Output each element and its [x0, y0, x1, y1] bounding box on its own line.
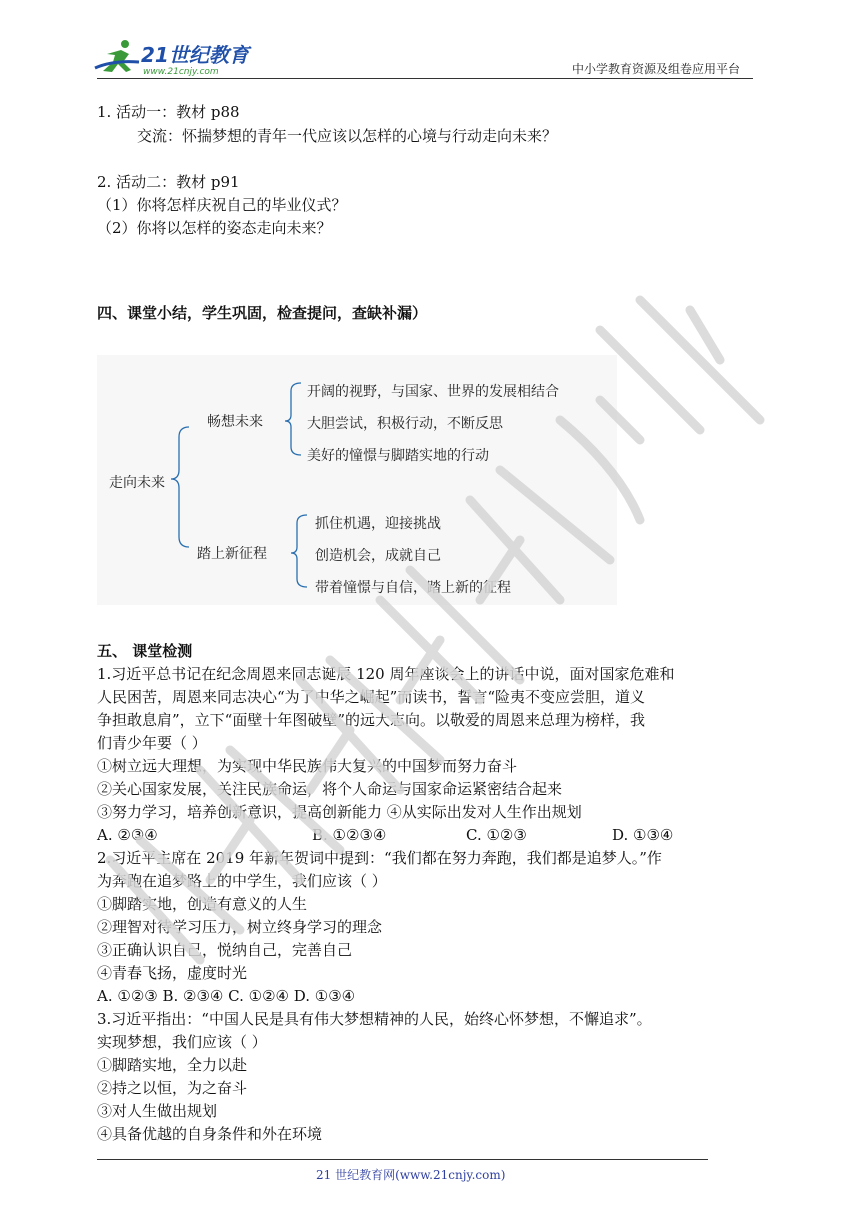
header-divider [97, 78, 753, 79]
mind-map-branch-1-item: 美好的憧憬与脚踏实地的行动 [307, 448, 489, 464]
question-1-option: ①树立远大理想，为实现中华民族伟大复兴的中国梦而努力奋斗 [97, 757, 518, 775]
activity-2-question-1: （1）你将怎样庆祝自己的毕业仪式？ [97, 196, 347, 214]
logo-url: www.21cnjy.com [143, 67, 219, 77]
mind-map-branch-1: 畅想未来 [207, 414, 263, 430]
question-3-line: 实现梦想，我们应该（ ） [97, 1033, 267, 1051]
question-2-line: 2.习近平主席在 2019 年新年贺词中提到：“我们都在努力奔跑，我们都是追梦人。”作 [97, 849, 662, 867]
header-platform-text: 中小学教育资源及组卷应用平台 [572, 62, 741, 76]
question-3-option: ④具备优越的自身条件和外在环境 [97, 1125, 323, 1143]
activity-1-question: 交流：怀揣梦想的青年一代应该以怎样的心境与行动走向未来？ [137, 127, 558, 145]
mind-map-branch-1-item: 大胆尝试，积极行动，不断反思 [307, 416, 503, 432]
question-1-choice-c: C. ①②③ [466, 826, 527, 844]
question-3-line: 3.习近平指出：“中国人民是具有伟大梦想精神的人民，始终心怀梦想，不懈追求”。 [97, 1010, 652, 1028]
question-1-line: 人民困苦，周恩来同志决心“为了中华之崛起”而读书，誓言“险夷不变应尝胆，道义 [97, 688, 646, 706]
runner-icon [95, 40, 139, 72]
footer-text: 21 世纪教育网(www.21cnjy.com) [316, 1168, 506, 1182]
question-1-line: 1.习近平总书记在纪念周恩来同志诞辰 120 周年座谈会上的讲话中说，面对国家危难和 [97, 665, 675, 683]
question-3-option: ②持之以恒，为之奋斗 [97, 1079, 248, 1097]
question-2-option: ④青春飞扬，虚度时光 [97, 964, 248, 982]
footer-divider [97, 1159, 708, 1160]
activity-1-title: 1. 活动一：教材 p88 [97, 103, 240, 121]
question-2-line: 为奔跑在追梦路上的中学生，我们应该（ ） [97, 872, 387, 890]
section-5-title: 五、 课堂检测 [97, 642, 193, 660]
logo [93, 38, 263, 78]
section-4-title: 四、课堂小结，学生巩固，检查提问，查缺补漏） [97, 304, 428, 322]
mind-map-branch-1-item: 开阔的视野，与国家、世界的发展相结合 [307, 384, 559, 400]
mind-map-branch-2: 踏上新征程 [197, 546, 267, 562]
question-2-option: ③正确认识自己，悦纳自己，完善自己 [97, 941, 353, 959]
mind-map-root: 走向未来 [109, 475, 165, 491]
question-1-option: ②关心国家发展，关注民族命运，将个人命运与国家命运紧密结合起来 [97, 780, 563, 798]
question-3-option: ③对人生做出规划 [97, 1102, 218, 1120]
logo-text: 21世纪教育 [141, 43, 249, 67]
question-1-choice-a: A. ②③④ [97, 826, 158, 844]
question-3-option: ①脚踏实地，全力以赴 [97, 1056, 248, 1074]
mind-map [97, 355, 617, 605]
activity-2-title: 2. 活动二：教材 p91 [97, 173, 240, 191]
question-1-option: ③努力学习，培养创新意识，提高创新能力 ④从实际出发对人生作出规划 [97, 803, 582, 821]
question-2-option: ①脚踏实地，创造有意义的人生 [97, 895, 308, 913]
mind-map-branch-2-item: 创造机会，成就自己 [315, 548, 441, 564]
mind-map-branch-2-item: 抓住机遇，迎接挑战 [315, 516, 441, 532]
question-1-line: 争担敢息肩”，立下“面壁十年图破壁”的远大志向。以敬爱的周恩来总理为榜样，我 [97, 711, 646, 729]
question-1-choice-b: B. ①②③④ [312, 826, 387, 844]
question-1-choice-d: D. ①③④ [612, 826, 674, 844]
question-1-line: 们青少年要（ ） [97, 734, 207, 752]
question-2-option: ②理智对待学习压力，树立终身学习的理念 [97, 918, 383, 936]
question-2-choices: A. ①②③ B. ②③④ C. ①②④ D. ①③④ [97, 987, 356, 1005]
mind-map-branch-2-item: 带着憧憬与自信，踏上新的征程 [315, 580, 511, 596]
activity-2-question-2: （2）你将以怎样的姿态走向未来？ [97, 219, 332, 237]
